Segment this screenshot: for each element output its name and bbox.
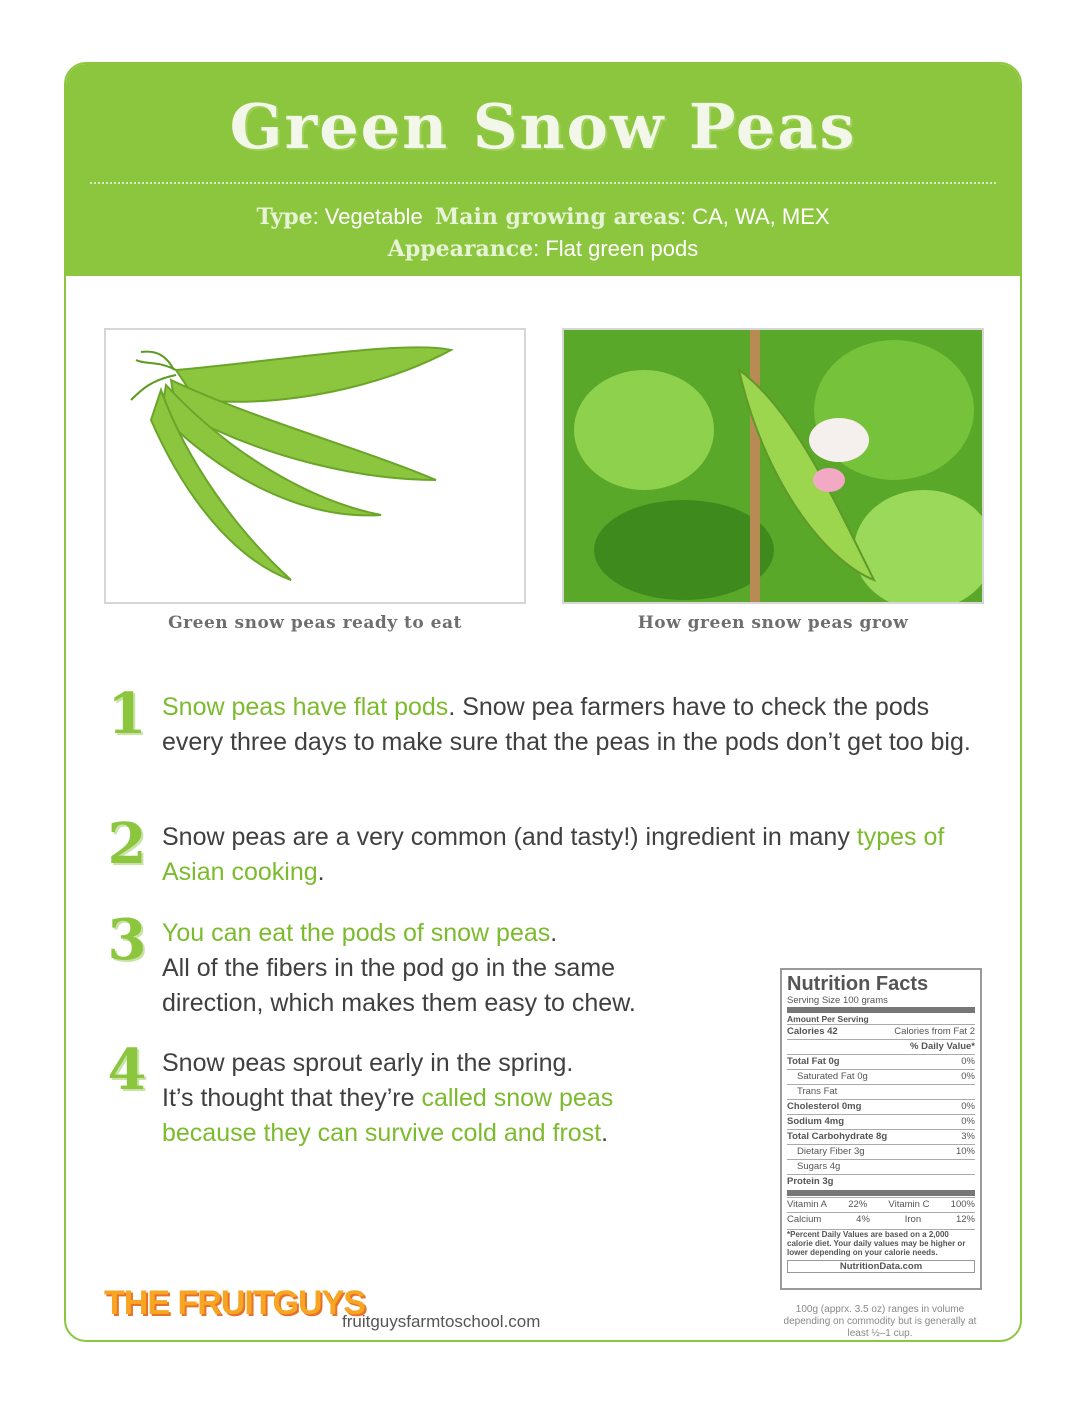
photo-caption-1: Green snow peas ready to eat bbox=[168, 613, 462, 633]
fruitguys-logo: THE FRUITGUYS bbox=[104, 1284, 365, 1322]
snow-peas-photo bbox=[104, 328, 526, 604]
type-value: : Vegetable bbox=[312, 204, 423, 229]
fact-line-1: Snow peas sprout early in the spring. bbox=[162, 1049, 574, 1077]
appearance-value: : Flat green pods bbox=[533, 236, 699, 261]
nutrient-row bbox=[787, 1084, 975, 1099]
fact-text bbox=[162, 1046, 762, 1151]
vitamin-left: Calcium bbox=[787, 1214, 822, 1225]
dotted-divider bbox=[90, 182, 996, 184]
fact-text bbox=[162, 820, 962, 890]
vitamin-rows bbox=[787, 1197, 975, 1227]
areas-label: Main growing areas bbox=[434, 204, 681, 230]
appearance-label: Appearance bbox=[387, 236, 534, 262]
fact-highlight: types of Asian cooking bbox=[162, 823, 945, 886]
vitamin-right: Vitamin C bbox=[888, 1199, 930, 1210]
fact-text bbox=[162, 916, 762, 1021]
vitamin-row bbox=[787, 1197, 975, 1212]
areas-value: : CA, WA, MEX bbox=[680, 204, 830, 229]
calories-row bbox=[787, 1024, 975, 1039]
nutrition-footnote: *Percent Daily Values are based on a 2,000 calorie diet. Your daily values may be higher or lower depending on your calorie needs. bbox=[787, 1229, 975, 1257]
serving-note: 100g (apprx. 3.5 oz) ranges in volume depending on commodity but is generally at least ½–1 cup. bbox=[783, 1304, 977, 1339]
nutrient-label: Saturated Fat 0g bbox=[797, 1071, 868, 1082]
vitamin-right-value: 100% bbox=[950, 1199, 975, 1210]
daily-value-header: % Daily Value* bbox=[787, 1039, 975, 1054]
fact-number: 1 bbox=[107, 681, 147, 747]
nutrition-facts-label bbox=[780, 968, 982, 1290]
header-band bbox=[66, 64, 1020, 276]
fact-highlight-2: because they can survive cold and frost bbox=[162, 1119, 602, 1147]
serving-size: Serving Size 100 grams bbox=[787, 995, 888, 1006]
fact-body: . Snow pea farmers have to check the pods every three days to make sure that the peas in the pods don’t get too big. bbox=[162, 693, 971, 756]
nutrient-value: 10% bbox=[955, 1146, 975, 1157]
nutrient-value: 0% bbox=[961, 1071, 975, 1082]
fact-2 bbox=[104, 811, 994, 900]
vitamin-left-value: 22% bbox=[848, 1199, 868, 1210]
photo-caption-2: How green snow peas grow bbox=[637, 613, 909, 633]
nutrient-row bbox=[787, 1129, 975, 1144]
nutrient-row bbox=[787, 1114, 975, 1129]
fact-number: 2 bbox=[107, 811, 147, 877]
nutrition-bar bbox=[787, 1007, 975, 1013]
vitamin-left: Vitamin A bbox=[787, 1199, 827, 1210]
vitamin-right-value: 12% bbox=[955, 1214, 975, 1225]
nutrient-row bbox=[787, 1144, 975, 1159]
vitamin-left-value: 4% bbox=[856, 1214, 870, 1225]
fact-line-2: All of the fibers in the pod go in the same bbox=[162, 954, 616, 982]
nutrient-label: Cholesterol 0mg bbox=[787, 1101, 862, 1112]
meta-line-type-areas bbox=[66, 204, 1020, 230]
nutrition-bar bbox=[787, 1190, 975, 1196]
nutrition-title: Nutrition Facts bbox=[787, 973, 929, 995]
nutrient-label: Protein 3g bbox=[787, 1176, 834, 1187]
nutrient-label: Trans Fat bbox=[797, 1086, 838, 1097]
nutrient-label: Total Carbohydrate 8g bbox=[787, 1131, 888, 1142]
nutrient-rows bbox=[787, 1054, 975, 1189]
fact-1 bbox=[104, 681, 994, 800]
fact-tail: . bbox=[601, 1119, 609, 1147]
fact-number: 3 bbox=[107, 907, 147, 973]
pea-plant-photo bbox=[562, 328, 984, 604]
fact-highlight: You can eat the pods of snow peas bbox=[162, 919, 551, 947]
nutrient-label: Sodium 4mg bbox=[787, 1116, 845, 1127]
fact-number: 4 bbox=[107, 1037, 147, 1103]
nutrient-row bbox=[787, 1174, 975, 1189]
nutrient-value: 3% bbox=[961, 1131, 975, 1142]
fact-text bbox=[162, 690, 992, 760]
fact-body: Snow peas are a very common (and tasty!) ingredient in many bbox=[162, 823, 857, 851]
vitamin-right: Iron bbox=[904, 1214, 922, 1225]
vitamin-row bbox=[787, 1212, 975, 1227]
meta-line-appearance bbox=[66, 236, 1020, 262]
nutrient-label: Total Fat 0g bbox=[787, 1056, 840, 1067]
nutrient-row bbox=[787, 1069, 975, 1084]
nutrient-value: 0% bbox=[961, 1116, 975, 1127]
fact-body: . bbox=[550, 919, 558, 947]
type-label: Type bbox=[256, 204, 313, 230]
fact-line-3: direction, which makes them easy to chew. bbox=[162, 989, 636, 1017]
fact-highlight: Snow peas have flat pods bbox=[162, 693, 449, 721]
nutrient-row bbox=[787, 1159, 975, 1174]
fact-body: It’s thought that they’re bbox=[162, 1084, 422, 1112]
nutrient-label: Sugars 4g bbox=[797, 1161, 841, 1172]
nutrient-row bbox=[787, 1054, 975, 1069]
nutrient-row bbox=[787, 1099, 975, 1114]
nutrient-value: 0% bbox=[961, 1101, 975, 1112]
page-title: Green Snow Peas bbox=[229, 90, 857, 163]
fact-tail: . bbox=[317, 858, 325, 886]
fact-highlight: called snow peas bbox=[421, 1084, 614, 1112]
calories-from-fat: Calories from Fat 2 bbox=[894, 1026, 975, 1037]
calories: Calories 42 bbox=[787, 1026, 838, 1037]
footer-url[interactable]: fruitguysfarmtoschool.com bbox=[342, 1312, 541, 1331]
amount-per-serving: Amount Per Serving bbox=[787, 1014, 869, 1024]
nutrient-value: 0% bbox=[961, 1056, 975, 1067]
nutrition-source: NutritionData.com bbox=[787, 1260, 975, 1273]
nutrient-label: Dietary Fiber 3g bbox=[797, 1146, 865, 1157]
